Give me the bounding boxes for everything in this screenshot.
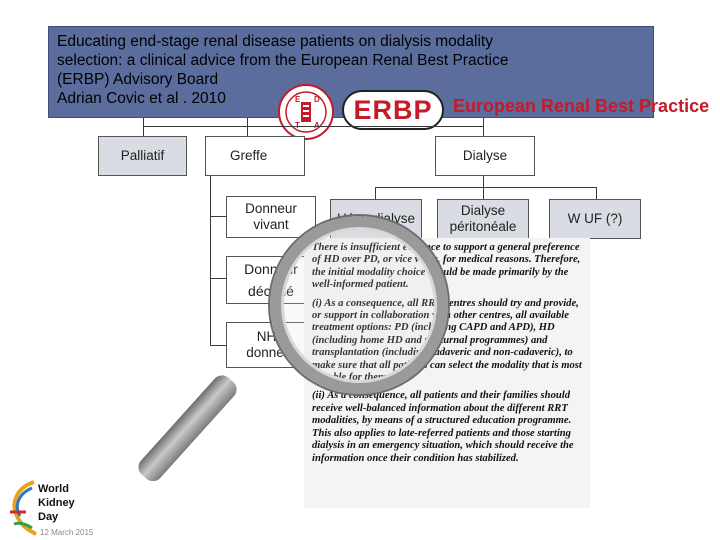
donneur-vivant-line-1: Donneur: [245, 201, 297, 216]
wkd-line-2: Kidney: [38, 497, 75, 509]
node-dialyse-label: Dialyse: [462, 148, 508, 163]
hemodialyse-label: Hémodialyse: [336, 211, 416, 226]
connector-line: [143, 126, 484, 127]
node-palliatif-label: Palliatif: [120, 148, 165, 163]
quote-item-2: (ii) As a consequence, all patients and their families should receive well-balanced information about the different RRT modalities, by means of a structured education programme. This also applies to late-referred patients and those starting dialysis in an emergency situation, which should receive the information once their condition has stabilized.: [312, 390, 574, 464]
connector-line: [210, 345, 226, 346]
wkd-line-3: Day: [38, 511, 59, 523]
wuf-label: W UF (?): [567, 211, 623, 226]
seal-letter-d: D: [314, 95, 320, 104]
donneur-decede-line-2: décédé: [248, 283, 294, 299]
connector-line: [483, 118, 484, 136]
connector-line: [210, 278, 226, 279]
nhb-donneur-line-2: donneur: [246, 345, 296, 360]
node-greffe: [205, 136, 305, 176]
title-line-3: (ERBP) Advisory Board: [57, 71, 219, 88]
connector-line: [375, 187, 597, 188]
title-line-2: selection: a clinical advice from the European Renal Best Practice: [57, 52, 509, 69]
magnifier-handle-icon: [134, 371, 240, 485]
title-line-1: Educating end-stage renal disease patients on dialysis modality: [57, 33, 493, 50]
connector-line: [596, 187, 597, 199]
node-palliatif: [98, 136, 187, 176]
dialyse-peritoneale-line-2: péritonéale: [449, 219, 517, 234]
node-wuf: [549, 199, 641, 239]
node-donneur-vivant: [226, 196, 316, 238]
dialyse-peritoneale-line-1: Dialyse: [460, 203, 506, 218]
connector-line: [247, 118, 248, 136]
node-dialyse: [435, 136, 535, 176]
wkd-line-1: World: [38, 483, 69, 495]
edta-seal-logo: [278, 84, 334, 140]
seal-letter-e: E: [295, 95, 301, 104]
connector-line: [483, 187, 484, 199]
node-dialyse-peritoneale: [437, 199, 529, 239]
world-kidney-day-logo: [38, 482, 75, 524]
node-greffe-label: Greffe: [230, 148, 268, 163]
erbp-wordmark: ERBP: [342, 90, 444, 130]
donneur-decede-line-1: Donneur: [244, 261, 298, 277]
quote-intro: There is insufficient evidence to support a general preference of HD over PD, or vice versa, for medical reasons. Therefore, the initial modality choice should be made primarily by the well-informed patient.: [312, 242, 581, 291]
quote-item-1: (i) As a consequence, all RRT centres should try and provide, or support in collaboration with other centres, all available treatment options: PD (including CAPD and APD), HD (including home HD and nocturnal programmes) and transplantation (including cadaveric and non-cadaveric), to make sure that all patients can select the modality that is most suitable for them.: [312, 297, 582, 384]
connector-line: [375, 187, 376, 199]
erbp-logo-text: European Renal Best Practice: [453, 96, 710, 116]
connector-line: [210, 216, 226, 217]
magnifier-lens-icon: [270, 216, 448, 394]
donneur-vivant-line-2: vivant: [253, 217, 289, 232]
connector-line: [210, 176, 211, 346]
world-kidney-day-swoosh-icon: [6, 478, 40, 536]
wkd-date: 12 March 2015: [40, 528, 94, 537]
title-line-4: Adrian Covic et al . 2010: [57, 90, 226, 107]
connector-line: [143, 118, 144, 136]
nhb-donneur-line-1: NHB: [256, 329, 286, 344]
